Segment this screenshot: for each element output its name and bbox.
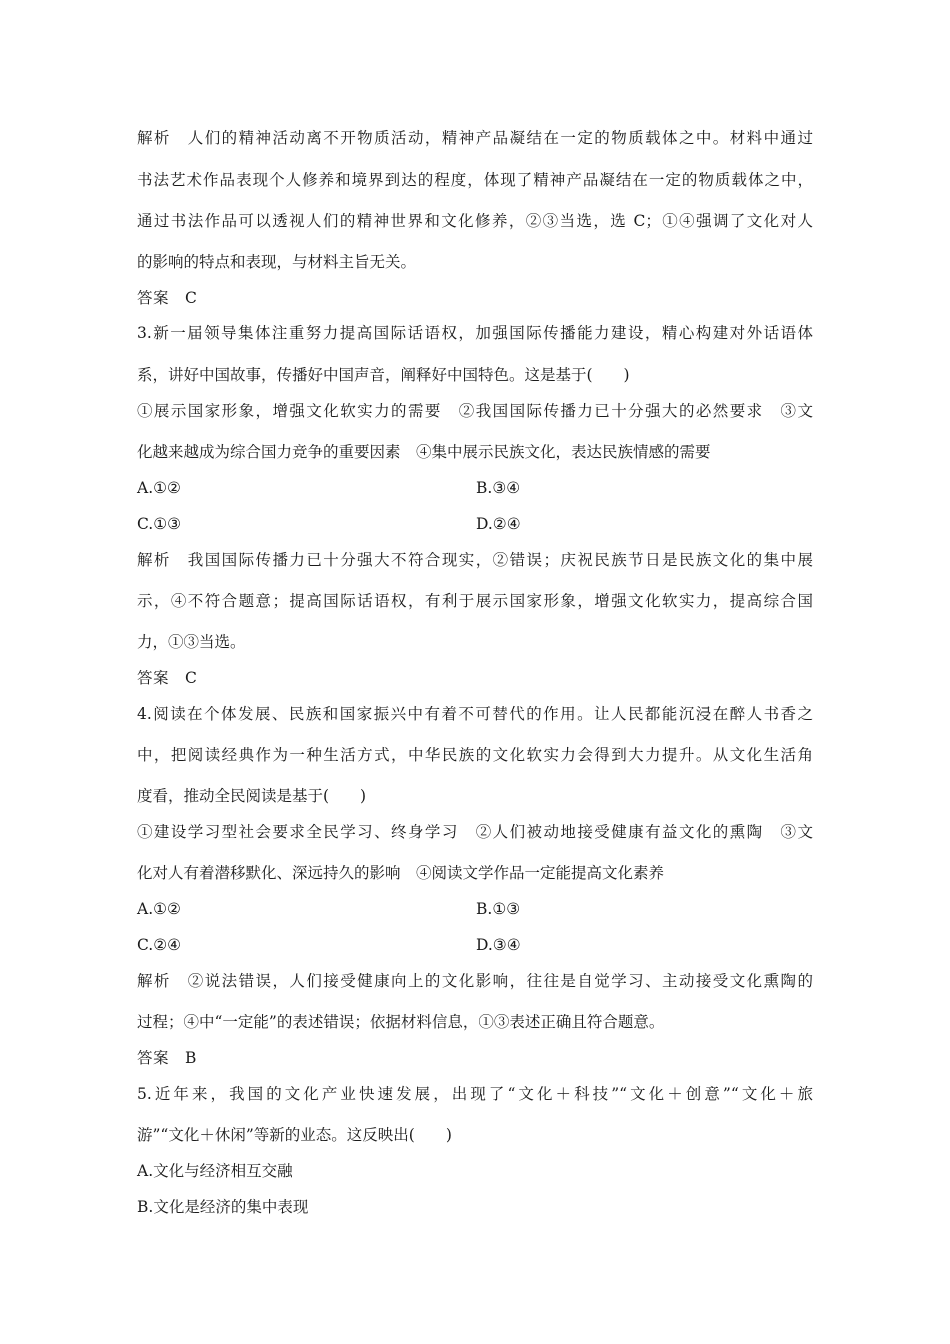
q4-option-c: C.②④ [137, 936, 182, 954]
q5-option-a: A.文化与经济相互交融 [137, 1162, 293, 1180]
q2-analysis-line: 的影响的特点和表现，与材料主旨无关。 [137, 253, 417, 271]
q3-analysis-line: 解析 我国国际传播力已十分强大不符合现实，②错误；庆祝民族节日是民族文化的集中展 [137, 551, 813, 569]
q3-statement-line: 化越来越成为综合国力竞争的重要因素 ④集中展示民族文化，表达民族情感的需要 [137, 443, 711, 461]
q3-stem-line: 3.新一届领导集体注重努力提高国际话语权，加强国际传播能力建设，精心构建对外话语体 [137, 324, 813, 342]
q4-analysis-line: 过程；④中“一定能”的表述错误；依据材料信息，①③表述正确且符合题意。 [137, 1013, 665, 1031]
q3-analysis-line: 力，①③当选。 [137, 633, 246, 651]
q3-analysis-line: 示，④不符合题意；提高国际话语权，有利于展示国家形象，增强文化软实力，提高综合国 [137, 592, 813, 610]
q2-answer: 答案 C [137, 289, 198, 307]
q4-analysis-line: 解析 ②说法错误，人们接受健康向上的文化影响，往往是自觉学习、主动接受文化熏陶的 [137, 972, 813, 990]
q2-analysis-line: 解析 人们的精神活动离不开物质活动，精神产品凝结在一定的物质载体之中。材料中通过 [137, 129, 813, 147]
q3-option-b: B.③④ [476, 479, 521, 497]
q3-option-d: D.②④ [476, 515, 521, 533]
q3-answer: 答案 C [137, 669, 198, 687]
q4-statement-line: 化对人有着潜移默化、深远持久的影响 ④阅读文学作品一定能提高文化素养 [137, 864, 665, 882]
q4-answer: 答案 B [137, 1049, 197, 1067]
q3-option-c: C.①③ [137, 515, 182, 533]
q4-option-b: B.①③ [476, 900, 521, 918]
q4-stem-line: 中，把阅读经典作为一种生活方式，中华民族的文化软实力会得到大力提升。从文化生活角 [137, 746, 813, 764]
q3-stem-line: 系，讲好中国故事，传播好中国声音，阐释好中国特色。这是基于( ) [137, 366, 630, 384]
q3-statement-line: ①展示国家形象，增强文化软实力的需要 ②我国国际传播力已十分强大的必然要求 ③文 [137, 402, 813, 420]
q4-stem-line: 4.阅读在个体发展、民族和国家振兴中有着不可替代的作用。让人民都能沉浸在醉人书香之 [137, 705, 813, 723]
q4-option-a: A.①② [137, 900, 181, 918]
q4-option-d: D.③④ [476, 936, 521, 954]
q5-stem-line: 5.近年来，我国的文化产业快速发展，出现了“文化＋科技”“文化＋创意”“文化＋旅 [137, 1085, 813, 1103]
q4-stem-line: 度看，推动全民阅读是基于( ) [137, 787, 367, 805]
q2-analysis-line: 通过书法作品可以透视人们的精神世界和文化修养，②③当选，选 C；①④强调了文化对人 [137, 212, 813, 230]
q4-statement-line: ①建设学习型社会要求全民学习、终身学习 ②人们被动地接受健康有益文化的熏陶 ③文 [137, 823, 813, 841]
q5-option-b: B.文化是经济的集中表现 [137, 1198, 309, 1216]
q3-option-a: A.①② [137, 479, 181, 497]
q5-stem-line: 游”“文化＋休闲”等新的业态。这反映出( ) [137, 1126, 452, 1144]
q2-analysis-line: 书法艺术作品表现个人修养和境界到达的程度，体现了精神产品凝结在一定的物质载体之中， [137, 171, 813, 189]
